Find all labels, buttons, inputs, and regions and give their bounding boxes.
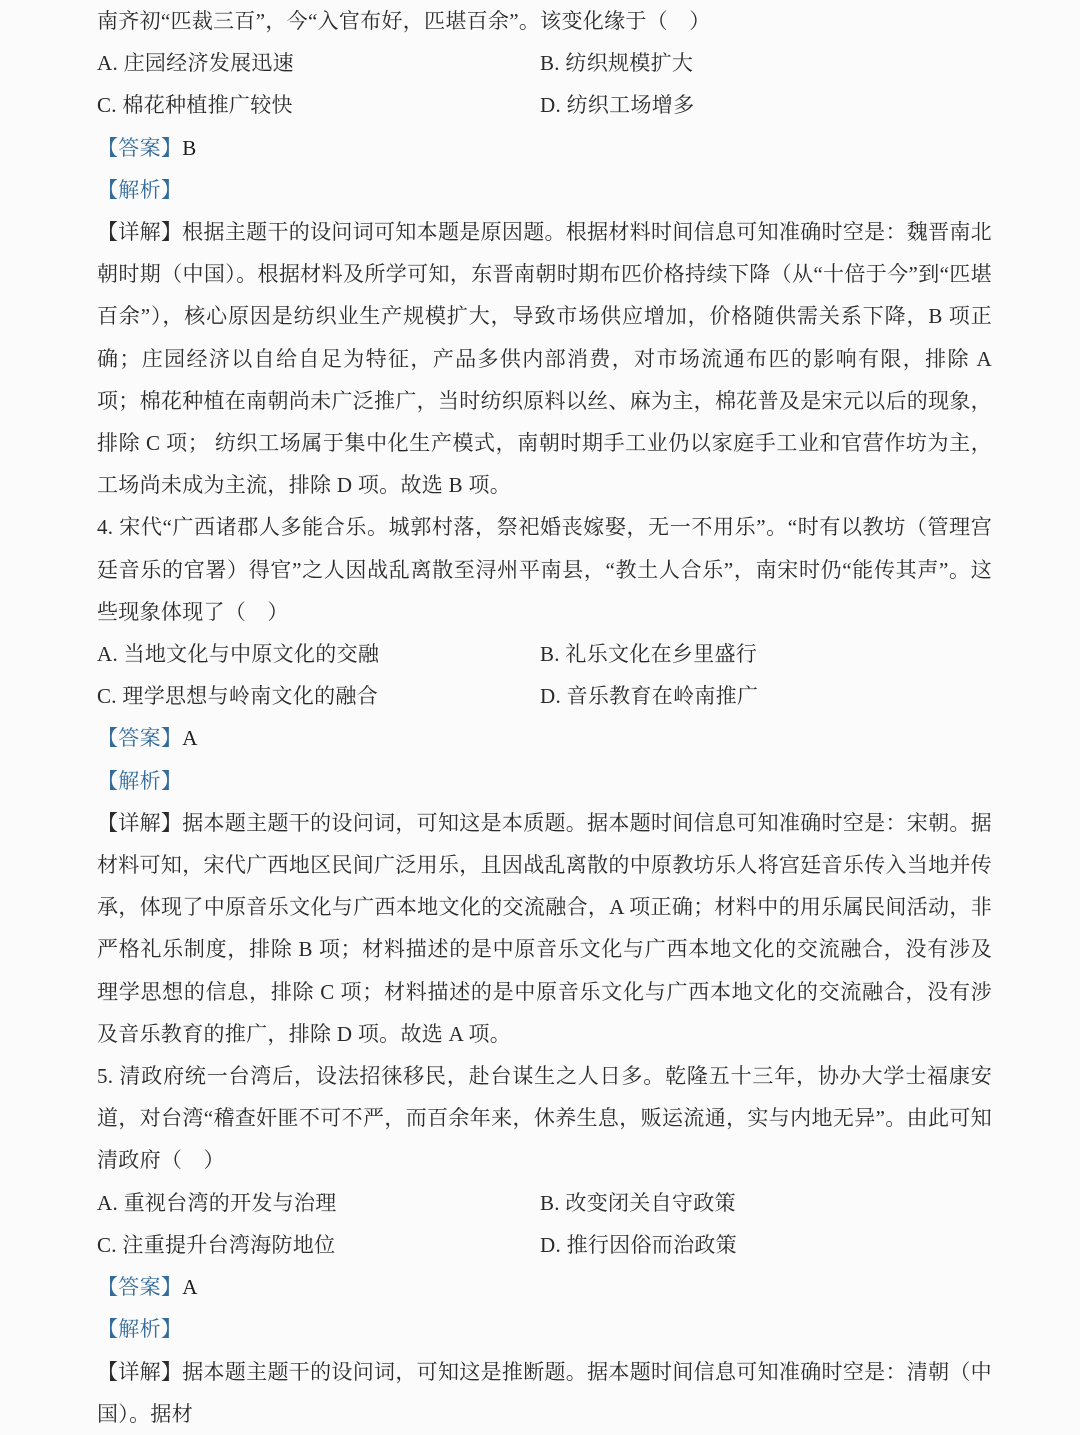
question-3-option-a: A. 庄园经济发展迅速	[97, 51, 294, 76]
analysis-label: 【解析】	[97, 1317, 183, 1342]
question-4-options-row-2	[97, 675, 992, 717]
question-3-answer-line	[97, 127, 992, 169]
answer-label: 【答案】	[97, 1275, 183, 1300]
question-5-answer-value: A	[182, 1275, 198, 1300]
question-5-block	[97, 1055, 992, 1435]
question-4-option-b: B. 礼乐文化在乡里盛行	[540, 642, 758, 667]
question-5-option-a: A. 重视台湾的开发与治理	[97, 1190, 337, 1215]
question-5-answer-line	[97, 1266, 992, 1308]
question-5-option-d: D. 推行因俗而治政策	[540, 1232, 737, 1257]
question-3-option-b: B. 纺织规模扩大	[540, 51, 694, 76]
question-4-options-row-1	[97, 633, 992, 675]
question-3-option-d: D. 纺织工场增多	[540, 93, 695, 118]
analysis-label: 【解析】	[97, 768, 183, 793]
question-5-option-b: B. 改变闭关自守政策	[540, 1190, 736, 1215]
question-4-answer-value: A	[182, 726, 198, 751]
question-3-detail: 【详解】根据主题干的设问词可知本题是原因题。根据材料时间信息可知准确时空是：魏晋南北朝时期（中国）。根据材料及所学可知，东晋南朝时期布匹价格持续下降（从“十倍于今”到“匹堪百余”），核心原因是纺织业生产规模扩大，导致市场供应增加，价格随供需关系下降，B 项正确；庄园经济以自给自足为特征，产品多供内部消费，对市场流通布匹的影响有限，排除 A 项；棉花种植在南朝尚未广泛推广，当时纺织原料以丝、麻为主，棉花普及是宋元以后的现象，排除 C 项； 纺织工场属于集中化生产模式，南朝时期手工业仍以家庭手工业和官营作坊为主，工场尚未成为主流，排除 D 项。故选 B 项。	[97, 220, 992, 498]
analysis-label: 【解析】	[97, 177, 183, 202]
question-5-options-row-2	[97, 1224, 992, 1266]
question-5-stem: 5. 清政府统一台湾后，设法招徕移民，赴台谋生之人日多。乾隆五十三年，协办大学士福康安道，对台湾“稽查奸匪不可不严，而百余年来，休养生息，贩运流通，实与内地无异”。由此可知清政府（ ）	[97, 1064, 992, 1173]
question-5-options-row-1	[97, 1182, 992, 1224]
question-4-option-c: C. 理学思想与岭南文化的融合	[97, 684, 379, 709]
question-3-analysis-line	[97, 169, 992, 211]
question-4-detail: 【详解】据本题主题干的设问词，可知这是本质题。据本题时间信息可知准确时空是：宋朝。据材料可知，宋代广西地区民间广泛用乐，且因战乱离散的中原教坊乐人将宫廷音乐传入当地并传承，体现了中原音乐文化与广西本地文化的交流融合，A 项正确；材料中的用乐属民间活动，非严格礼乐制度，排除 B 项；材料描述的是中原音乐文化与广西本地文化的交流融合，没有涉及理学思想的信息，排除 C 项；材料描述的是中原音乐文化与广西本地文化的交流融合，没有涉及音乐教育的推广，排除 D 项。故选 A 项。	[97, 810, 992, 1046]
answer-label: 【答案】	[97, 135, 183, 160]
question-4-analysis-line	[97, 760, 992, 802]
question-5-analysis-line	[97, 1308, 992, 1350]
question-4-stem: 4. 宋代“广西诸郡人多能合乐。城郭村落，祭祀婚丧嫁娶，无一不用乐”。“时有以教坊（管理宫廷音乐的官署）得官”之人因战乱离散至浔州平南县，“教土人合乐”，南宋时仍“能传其声”。这些现象体现了（ ）	[97, 515, 992, 624]
question-3-stem-tail: 南齐初“匹裁三百”，今“入官布好，匹堪百余”。该变化缘于（ ）	[97, 9, 711, 33]
question-4-answer-line	[97, 717, 992, 759]
question-4-block	[97, 506, 992, 1055]
answer-label: 【答案】	[97, 726, 183, 751]
question-3-options-row-1	[97, 42, 992, 84]
question-3-block	[97, 0, 992, 506]
question-3-option-c: C. 棉花种植推广较快	[97, 93, 293, 118]
question-4-option-d: D. 音乐教育在岭南推广	[540, 684, 759, 709]
question-4-option-a: A. 当地文化与中原文化的交融	[97, 642, 380, 667]
question-3-options-row-2	[97, 84, 992, 126]
question-3-answer-value: B	[182, 135, 197, 160]
question-5-option-c: C. 注重提升台湾海防地位	[97, 1232, 336, 1257]
question-5-detail-partial: 【详解】据本题主题干的设问词，可知这是推断题。据本题时间信息可知准确时空是：清朝（中国）。据材	[97, 1359, 992, 1426]
